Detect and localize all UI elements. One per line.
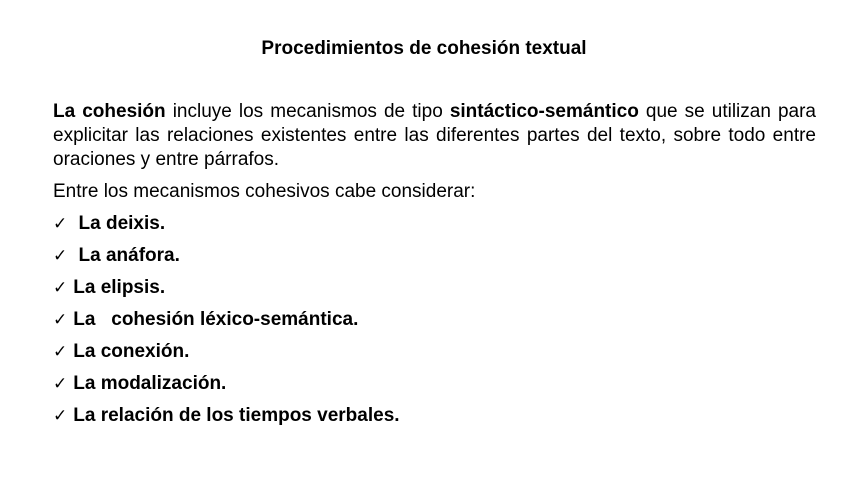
mechanisms-intro: Entre los mecanismos cohesivos cabe considerar: bbox=[53, 181, 476, 202]
checkmark-icon: ✓ bbox=[53, 214, 68, 234]
checkmark-icon: ✓ bbox=[53, 278, 68, 298]
list-item bbox=[53, 368, 400, 400]
cohesion-term: La cohesión bbox=[53, 101, 166, 122]
list-item bbox=[53, 240, 400, 272]
list-item-label: La relación de los tiempos verbales. bbox=[73, 405, 400, 426]
syntactic-semantic-term: sintáctico-semántico bbox=[449, 101, 639, 122]
list-item bbox=[53, 336, 400, 368]
list-item bbox=[53, 272, 400, 304]
list-item-label: La elipsis. bbox=[73, 277, 166, 298]
list-item-label: La cohesión léxico-semántica. bbox=[73, 309, 359, 330]
checkmark-icon: ✓ bbox=[53, 310, 68, 330]
list-item-label: La anáfora. bbox=[73, 245, 180, 266]
cohesion-definition-paragraph bbox=[53, 100, 816, 172]
paragraph-text-part2: que se utilizan para explicitar las relaciones existentes entre las diferentes partes del texto, sobre todo entre oraciones y entre párrafos. bbox=[53, 101, 816, 170]
paragraph-text-part1: incluye los mecanismos de tipo bbox=[165, 101, 450, 122]
checkmark-icon: ✓ bbox=[53, 246, 68, 266]
list-item bbox=[53, 304, 400, 336]
list-item-label: La conexión. bbox=[73, 341, 190, 362]
list-item bbox=[53, 400, 400, 432]
checkmark-icon: ✓ bbox=[53, 406, 68, 426]
list-item-label: La modalización. bbox=[73, 373, 227, 394]
list-item-label: La deixis. bbox=[73, 213, 166, 234]
page-title: Procedimientos de cohesión textual bbox=[261, 38, 587, 59]
checkmark-icon: ✓ bbox=[53, 342, 68, 362]
mechanisms-list bbox=[53, 208, 400, 432]
checkmark-icon: ✓ bbox=[53, 374, 68, 394]
list-item bbox=[53, 208, 400, 240]
